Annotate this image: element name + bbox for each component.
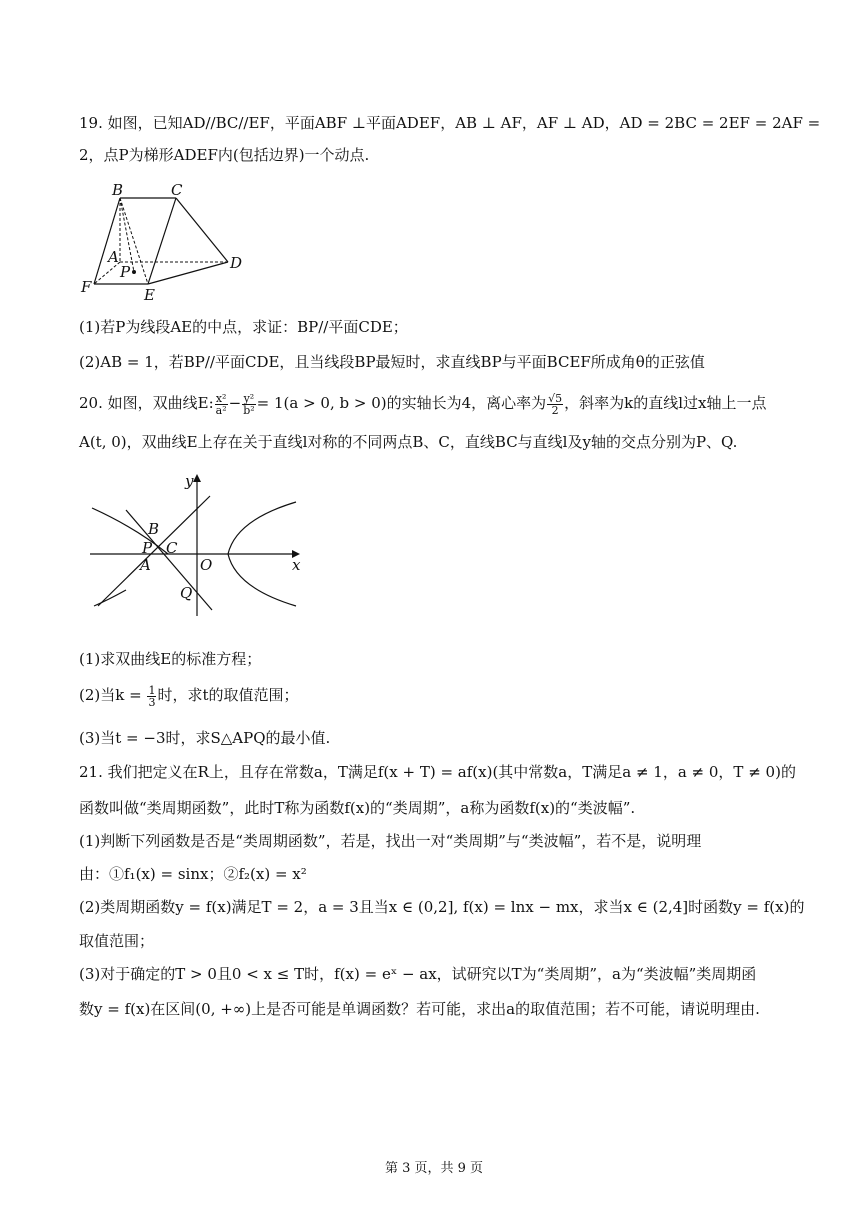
label-p: P — [142, 539, 153, 557]
q20-hyperbola-figure — [86, 470, 310, 620]
q19-stem-line1: 19. 如图，已知AD//BC//EF，平面ABF ⊥平面ADEF，AB ⊥ AF，AF ⊥ AD，AD = 2BC = 2EF = 2AF = — [79, 114, 821, 132]
label-b: B — [112, 181, 124, 199]
q20-part1: (1)求双曲线E的标准方程； — [79, 650, 262, 668]
q19-stem-line2: 2，点P为梯形ADEF内(包括边界)一个动点. — [79, 146, 370, 164]
label-a: A — [108, 248, 119, 266]
label-e: E — [144, 286, 155, 304]
frac-y2-b2: $\frac{\text{y²}}{\text{b²}}$ — [243, 391, 255, 417]
label-o: O — [200, 556, 213, 574]
q21-part1-line1: (1)判断下列函数是否是“类周期函数”，若是，找出一对“类周期”与“类波幅”，若不是，说明理 — [79, 832, 702, 850]
label-d: D — [230, 254, 243, 272]
label-c: C — [171, 181, 183, 199]
label-a: A — [140, 556, 151, 574]
q21-stem-line1: 21. 我们把定义在R上，且存在常数a，T满足f(x + T) = af(x)(其中常数a，T满足a ≠ 1，a ≠ 0，T ≠ 0)的 — [79, 763, 796, 781]
q21-part2-line2: 取值范围； — [79, 932, 155, 950]
q21-part2-line1: (2)类周期函数y = f(x)满足T = 2，a = 3且当x ∈ (0,2], f(x) = lnx − mx，求当x ∈ (2,4]时函数y = f(x)的 — [79, 898, 805, 916]
q19-part1: (1)若P为线段AE的中点，求证：BP//平面CDE； — [79, 318, 408, 336]
frac-x2-a2: $\frac{\text{x²}}{\text{a²}}$ — [215, 391, 227, 417]
q21-part1-line2: 由：①f₁(x) = sinx；②f₂(x) = x² — [79, 865, 307, 883]
frac-eccentricity: $\frac{√5}{2}$ — [548, 391, 563, 417]
label-x-axis: x — [292, 556, 301, 574]
q20-part3: (3)当t = −3时，求S△APQ的最小值. — [79, 729, 331, 747]
label-q: Q — [180, 584, 193, 602]
label-p: P — [120, 263, 131, 281]
page-footer: 第 3 页，共 9 页 — [384, 1161, 484, 1176]
q21-part3-line2: 数y = f(x)在区间(0, +∞)上是否可能是单调函数？若可能，求出a的取值范围；若不可能，请说明理由. — [79, 1000, 760, 1018]
frac-one-third: $\frac{1}{3}$ — [148, 683, 156, 709]
q20-stem-line1: 20. 如图，双曲线E: $\frac{\text{x²}}{\text{a²}}$ − $\frac{\text{y²}}{\text{b²}}$ = 1(a > 0, b > 0)的实轴长为4，离心率为 $\frac{√5}{2}$ ，斜率为k的直线l过x轴上一点 — [79, 391, 767, 417]
label-y-axis: y — [185, 472, 194, 490]
q21-stem-line2: 函数叫做“类周期函数”，此时T称为函数f(x)的“类周期”，a称为函数f(x)的“类波幅”. — [79, 799, 636, 817]
label-c: C — [166, 539, 178, 557]
label-f: F — [81, 278, 92, 296]
label-b: B — [148, 520, 160, 538]
q19-trapezoid-figure — [78, 178, 258, 304]
q20-part2: (2)当k = $\frac{1}{3}$ 时，求t的取值范围； — [79, 683, 299, 709]
q19-part2: (2)AB = 1，若BP//平面CDE，且当线段BP最短时，求直线BP与平面BCEF所成角θ的正弦值 — [79, 353, 705, 371]
q20-stem-line2: A(t, 0)，双曲线E上存在关于直线l对称的不同两点B、C，直线BC与直线l及y轴的交点分别为P、Q. — [79, 433, 738, 451]
q21-part3-line1: (3)对于确定的T > 0且0 < x ≤ T时，f(x) = eˣ − ax，试研究以T为“类周期”，a为“类波幅”类周期函 — [79, 965, 757, 983]
